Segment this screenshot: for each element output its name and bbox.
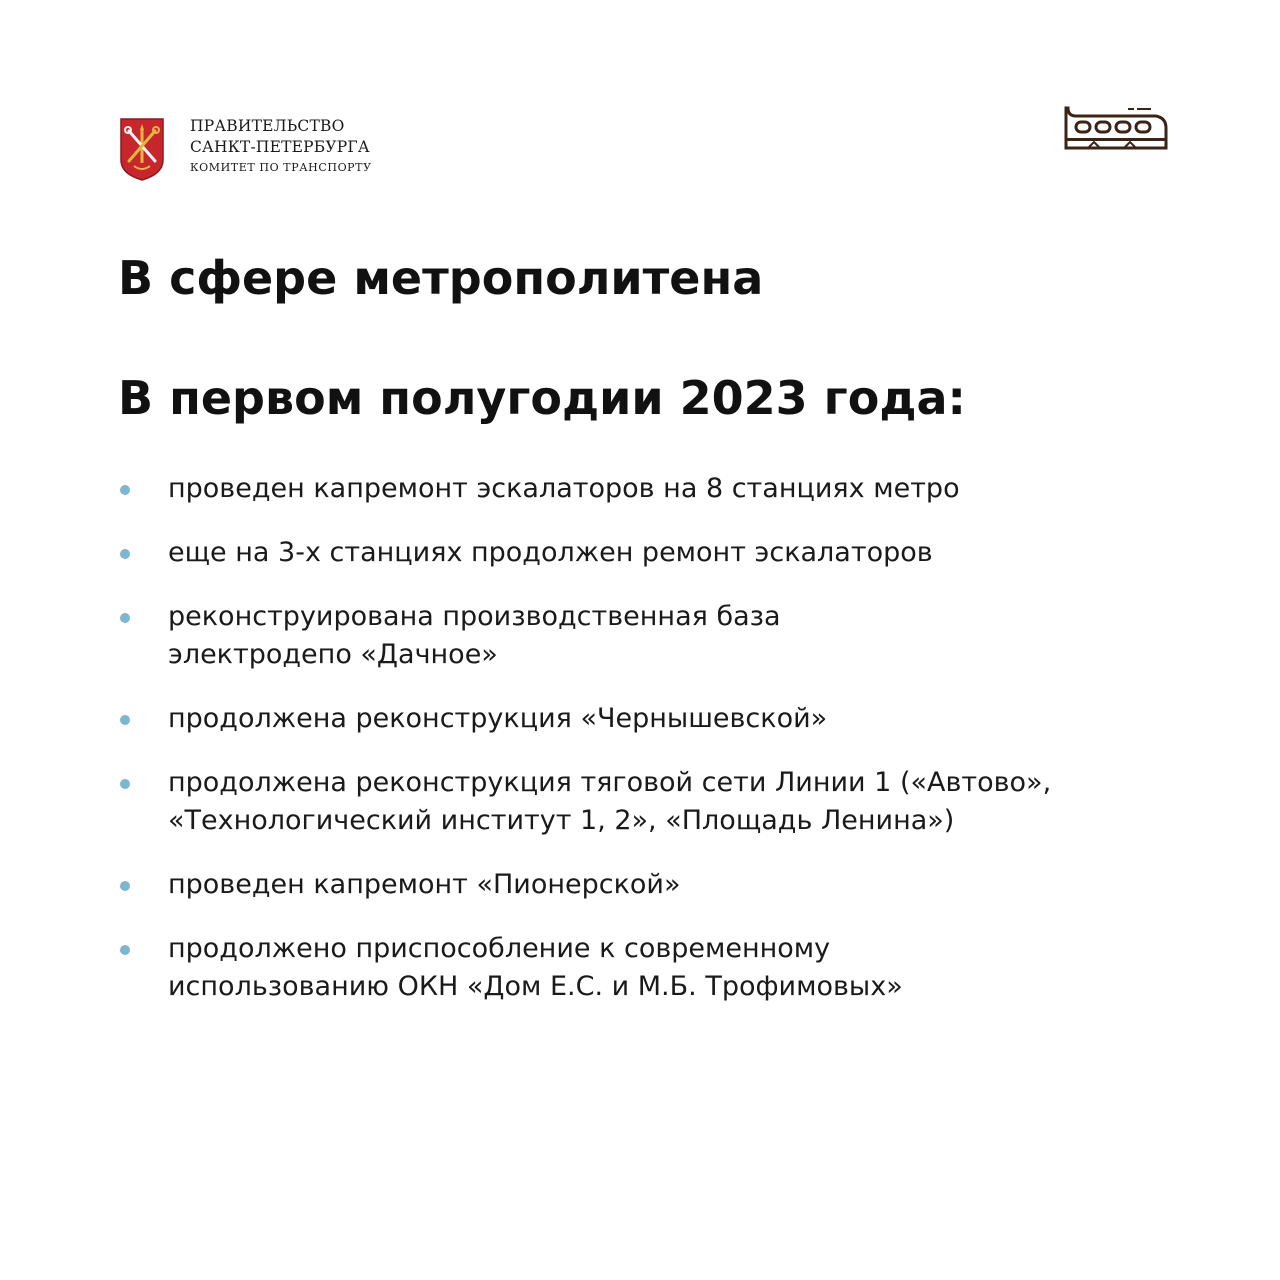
list-item-text: продолжено приспособление к современному использованию ОКН «Дом Е.С. и М.Б. Трофимовых» bbox=[168, 933, 903, 1002]
bullet-dot-icon bbox=[120, 613, 130, 623]
list-item-text: проведен капремонт эскалаторов на 8 станциях метро bbox=[168, 473, 960, 504]
list-item bbox=[118, 470, 1178, 508]
list-item bbox=[118, 764, 1178, 840]
bullet-dot-icon bbox=[120, 779, 130, 789]
bullet-dot-icon bbox=[120, 945, 130, 955]
bullet-dot-icon bbox=[120, 549, 130, 559]
list-item bbox=[118, 930, 1178, 1006]
list-item-text: реконструирована производственная база электродепо «Дачное» bbox=[168, 601, 781, 670]
spb-coat-of-arms-icon bbox=[118, 116, 166, 182]
list-item bbox=[118, 598, 1178, 674]
page-subtitle: В первом полугодии 2023 года: bbox=[118, 371, 966, 425]
list-item bbox=[118, 534, 1178, 572]
committee-name: КОМИТЕТ ПО ТРАНСПОРТУ bbox=[190, 161, 372, 174]
list-item-text: продолжена реконструкция «Чернышевской» bbox=[168, 703, 828, 734]
header bbox=[118, 104, 1168, 194]
bullet-dot-icon bbox=[120, 881, 130, 891]
bullet-dot-icon bbox=[120, 485, 130, 495]
gov-name-line-1: ПРАВИТЕЛЬСТВО bbox=[190, 117, 345, 135]
list-item bbox=[118, 866, 1178, 904]
government-text bbox=[190, 116, 372, 177]
list-item-text: еще на 3-х станциях продолжен ремонт эскалаторов bbox=[168, 537, 933, 568]
bullet-dot-icon bbox=[120, 715, 130, 725]
gov-name-line-2: САНКТ-ПЕТЕРБУРГА bbox=[190, 138, 370, 156]
metro-train-logo-icon bbox=[1064, 104, 1168, 152]
list-item-text: продолжена реконструкция тяговой сети Линии 1 («Автово», «Технологический институт 1, 2», «Площадь Ленина») bbox=[168, 767, 1052, 836]
list-item-text: проведен капремонт «Пионерской» bbox=[168, 869, 681, 900]
list-item bbox=[118, 700, 1178, 738]
achievements-list bbox=[118, 470, 1178, 1032]
government-logo bbox=[118, 116, 372, 182]
page-title: В сфере метрополитена bbox=[118, 251, 764, 305]
